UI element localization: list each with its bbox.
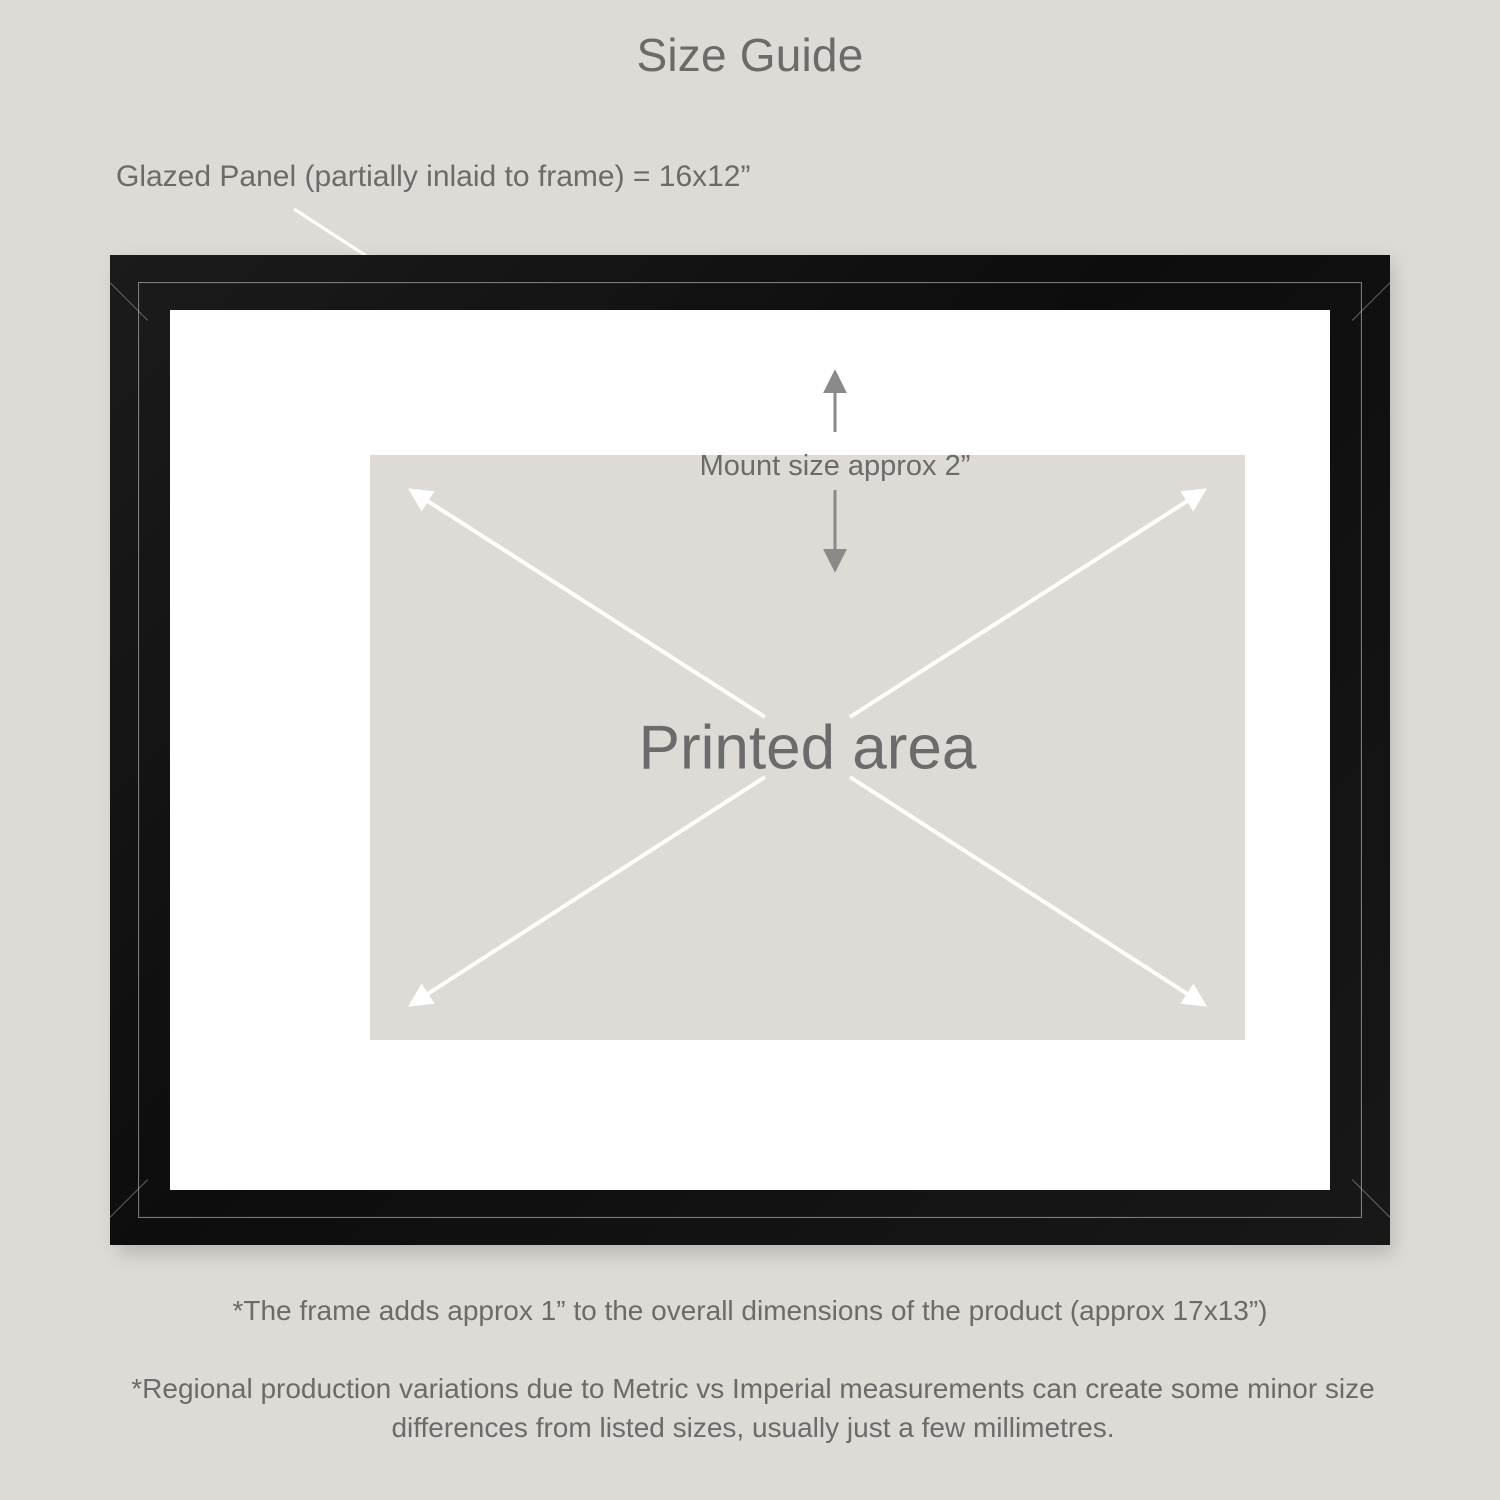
page-title: Size Guide — [636, 29, 864, 81]
glazed-panel-label: Glazed Panel (partially inlaid to frame) = 16x12” — [116, 160, 751, 193]
mount-size-label: Mount size approx 2” — [699, 450, 971, 482]
frame-dimensions-note: *The frame adds approx 1” to the overall dimensions of the product (approx 17x13”) — [232, 1295, 1268, 1326]
mount-board — [170, 310, 1330, 1190]
picture-frame — [110, 255, 1390, 1245]
printed-area-label: Printed area — [638, 713, 977, 782]
regional-variation-note: *Regional production variations due to Metric vs Imperial measurements can create some minor size differences from listed sizes, usually just a few millimetres. — [131, 1373, 1375, 1443]
mount-size-annotation — [625, 370, 1045, 575]
